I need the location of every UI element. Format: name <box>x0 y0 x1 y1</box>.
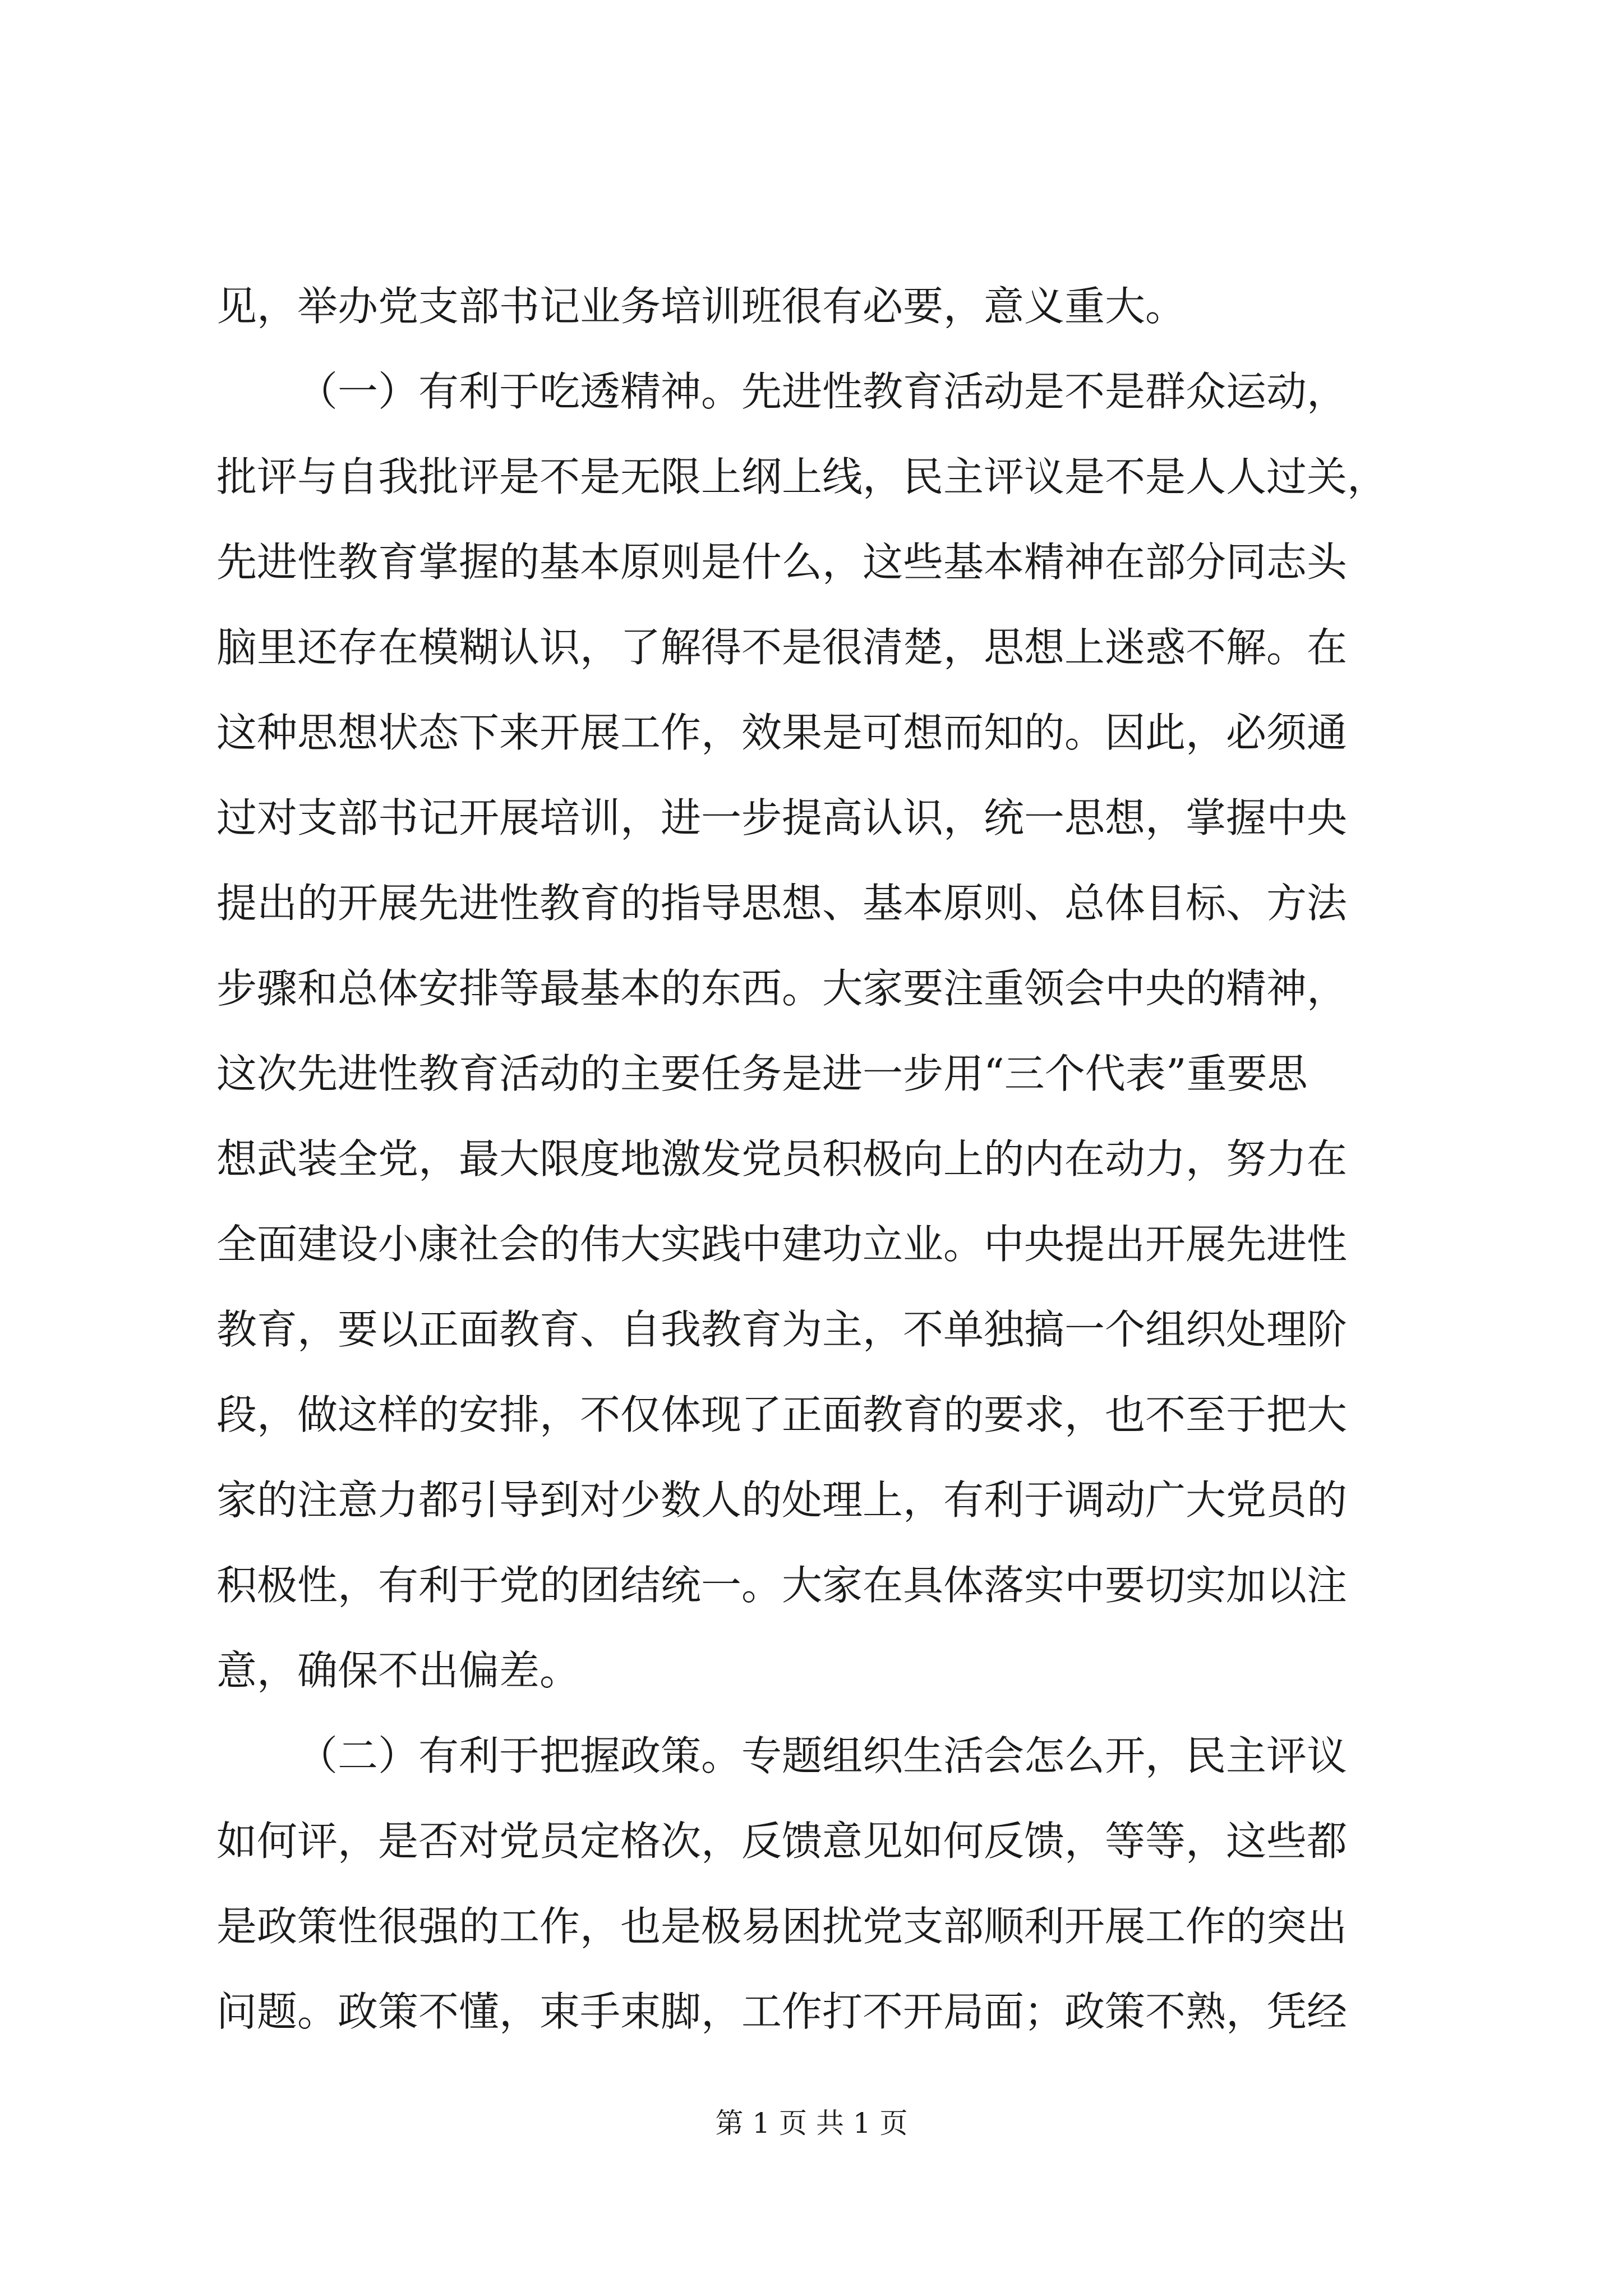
text-line: 想武装全党，最大限度地激发党员积极向上的内在动力，努力在 <box>216 1135 1348 1182</box>
text-line: 积极性，有利于党的团结统一。大家在具体落实中要切实加以注 <box>216 1562 1348 1609</box>
text-line: 这种思想状态下来开展工作，效果是可想而知的。因此，必须通 <box>216 709 1348 756</box>
text-line: 如何评，是否对党员定格次，反馈意见如何反馈，等等，这些都 <box>216 1818 1348 1865</box>
text-line: 步骤和总体安排等最基本的东西。大家要注重领会中央的精神， <box>216 965 1348 1012</box>
text-line: 家的注意力都引导到对少数人的处理上，有利于调动广大党员的 <box>216 1476 1348 1524</box>
text-line: 脑里还存在模糊认识，了解得不是很清楚，思想上迷惑不解。在 <box>216 624 1348 671</box>
text-line: 见，举办党支部书记业务培训班很有必要，意义重大。 <box>216 283 1186 330</box>
text-line: 教育，要以正面教育、自我教育为主，不单独搞一个组织处理阶 <box>216 1306 1348 1353</box>
body-text <box>216 264 1467 2054</box>
text-line: 段，做这样的安排，不仅体现了正面教育的要求，也不至于把大 <box>216 1391 1348 1438</box>
text-line: 先进性教育掌握的基本原则是什么，这些基本精神在部分同志头 <box>216 539 1348 586</box>
text-line: 全面建设小康社会的伟大实践中建功立业。中央提出开展先进性 <box>216 1221 1348 1268</box>
text-line: 过对支部书记开展培训，进一步提高认识，统一思想，掌握中央 <box>216 794 1348 841</box>
text-line: 是政策性很强的工作，也是极易困扰党支部顺利开展工作的突出 <box>216 1903 1348 1950</box>
page-footer: 第 1 页 共 1 页 <box>715 2107 908 2139</box>
text-line: （二）有利于把握政策。专题组织生活会怎么开，民主评议 <box>297 1732 1348 1779</box>
text-line: 提出的开展先进性教育的指导思想、基本原则、总体目标、方法 <box>216 880 1348 927</box>
text-line: 批评与自我批评是不是无限上纲上线，民主评议是不是人人过关， <box>216 453 1388 500</box>
text-line: 这次先进性教育活动的主要任务是进一步用“三个代表”重要思 <box>216 1050 1308 1097</box>
text-line: 问题。政策不懂，束手束脚，工作打不开局面；政策不熟，凭经 <box>216 1988 1348 2035</box>
text-line: 意，确保不出偏差。 <box>216 1647 580 1694</box>
text-line: （一）有利于吃透精神。先进性教育活动是不是群众运动， <box>297 368 1348 415</box>
